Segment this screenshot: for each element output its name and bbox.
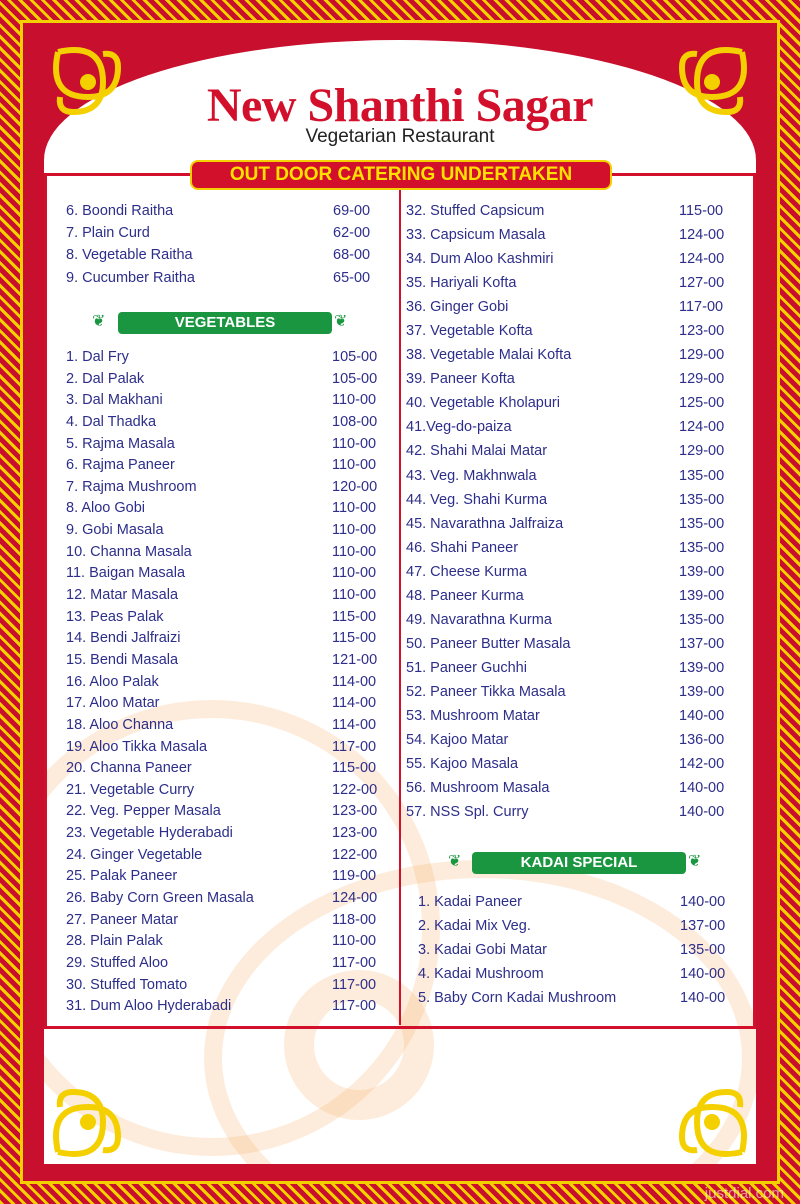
- menu-item-price: 139-00: [679, 563, 725, 580]
- menu-item: [406, 464, 736, 488]
- menu-item-name: 32. Stuffed Capsicum: [406, 203, 545, 219]
- menu-item-price: 139-00: [679, 587, 725, 604]
- menu-item: [406, 415, 736, 439]
- menu-item-price: 117-00: [332, 976, 377, 993]
- menu-item: [66, 200, 386, 222]
- restaurant-title: New Shanthi Sagar: [206, 79, 594, 132]
- menu-item-name: 2. Kadai Mix Veg.: [418, 918, 531, 935]
- menu-item: [66, 369, 386, 391]
- menu-item-name: 7. Plain Curd: [66, 225, 150, 242]
- menu-item-price: 140-00: [679, 707, 725, 724]
- menu-item-price: 122-00: [332, 846, 378, 863]
- curry-list: [406, 199, 736, 824]
- raitha-list: [66, 200, 386, 289]
- menu-item: [66, 975, 386, 997]
- menu-item-name: 25. Palak Paneer: [66, 868, 178, 885]
- menu-item-name: 1. Dal Fry: [66, 349, 129, 365]
- menu-item: [66, 715, 386, 737]
- menu-item-price: 137-00: [680, 918, 726, 935]
- menu-item: [406, 560, 736, 584]
- menu-item: [66, 267, 386, 289]
- menu-item: [66, 542, 386, 564]
- menu-item-name: 34. Dum Aloo Kashmiri: [406, 251, 554, 268]
- menu-item-price: 110-00: [332, 457, 377, 474]
- menu-item-price: 129-00: [679, 347, 725, 364]
- menu-item-price: 142-00: [679, 756, 725, 773]
- menu-item-price: 135-00: [679, 467, 725, 484]
- menu-item-name: 4. Dal Thadka: [66, 413, 157, 430]
- menu-item: [406, 584, 736, 608]
- menu-item-price: 110-00: [332, 565, 377, 582]
- menu-item-name: 31. Dum Aloo Hyderabadi: [66, 998, 232, 1015]
- menu-item-price: 117-00: [332, 954, 377, 971]
- menu-item: [406, 488, 736, 512]
- menu-item-name: 41.Veg-do-paiza: [406, 419, 512, 436]
- menu-item-name: 6. Boondi Raitha: [66, 203, 174, 219]
- menu-item-name: 55. Kajoo Masala: [406, 756, 519, 773]
- menu-item: [66, 888, 386, 910]
- menu-item: [66, 845, 386, 867]
- menu-item-price: 114-00: [332, 695, 377, 712]
- menu-item: [418, 938, 738, 962]
- section-header-vegetables: VEGETABLES: [118, 312, 332, 334]
- menu-item-price: 105-00: [332, 370, 378, 387]
- leaf-ornament-icon: ❦: [92, 313, 106, 330]
- menu-item: [66, 434, 386, 456]
- menu-item-price: 110-00: [332, 500, 377, 517]
- menu-item: [66, 585, 386, 607]
- menu-item-name: 2. Dal Palak: [66, 370, 145, 387]
- menu-item-price: 119-00: [332, 868, 377, 885]
- menu-item-price: 117-00: [332, 738, 377, 755]
- menu-item-price: 110-00: [332, 392, 377, 409]
- menu-item-name: 1. Kadai Paneer: [418, 894, 522, 910]
- leaf-ornament-icon: ❦: [688, 853, 702, 870]
- menu-item-price: 124-00: [679, 251, 725, 268]
- menu-item: [406, 728, 736, 752]
- menu-item: [66, 780, 386, 802]
- menu-item: [66, 931, 386, 953]
- menu-item-name: 4. Kadai Mushroom: [418, 966, 544, 983]
- menu-item-price: 110-00: [332, 522, 377, 539]
- menu-item-price: 114-00: [332, 673, 377, 690]
- menu-item: [406, 319, 736, 343]
- catering-banner: OUT DOOR CATERING UNDERTAKEN: [190, 160, 612, 190]
- menu-item-name: 49. Navarathna Kurma: [406, 611, 552, 628]
- menu-item-name: 15. Bendi Masala: [66, 651, 179, 668]
- menu-item-price: 135-00: [679, 515, 725, 532]
- menu-item: [66, 455, 386, 477]
- menu-item-price: 135-00: [679, 539, 725, 556]
- corner-ornament-icon: [48, 1052, 158, 1162]
- menu-item-name: 54. Kajoo Matar: [406, 732, 509, 749]
- menu-item-price: 124-00: [679, 419, 725, 436]
- menu-item-price: 110-00: [332, 933, 377, 950]
- menu-item-name: 8. Aloo Gobi: [66, 500, 145, 517]
- menu-item-name: 17. Aloo Matar: [66, 695, 160, 712]
- menu-item-price: 140-00: [679, 780, 725, 797]
- menu-item-name: 50. Paneer Butter Masala: [406, 635, 571, 652]
- menu-item: [66, 758, 386, 780]
- menu-item: [66, 672, 386, 694]
- menu-item-name: 29. Stuffed Aloo: [66, 954, 169, 971]
- menu-item: [66, 347, 386, 369]
- menu-item-price: 69-00: [333, 203, 371, 219]
- menu-item: [418, 986, 738, 1010]
- menu-item-name: 24. Ginger Vegetable: [66, 846, 203, 863]
- restaurant-subtitle: Vegetarian Restaurant: [305, 126, 495, 147]
- menu-item-name: 12. Matar Masala: [66, 587, 179, 604]
- menu-item-name: 56. Mushroom Masala: [406, 780, 550, 797]
- menu-item-price: 124-00: [332, 890, 378, 907]
- menu-item-name: 39. Paneer Kofta: [406, 371, 515, 388]
- menu-item-name: 22. Veg. Pepper Masala: [66, 803, 221, 820]
- menu-item-price: 139-00: [679, 683, 725, 700]
- column-divider: [399, 185, 401, 1025]
- menu-item-name: 28. Plain Palak: [66, 933, 163, 950]
- menu-item-name: 5. Rajma Masala: [66, 435, 175, 452]
- menu-item: [66, 563, 386, 585]
- menu-item: [66, 910, 386, 932]
- menu-item: [66, 477, 386, 499]
- menu-item: [406, 776, 736, 800]
- menu-item-price: 137-00: [679, 635, 725, 652]
- menu-item-name: 7. Rajma Mushroom: [66, 478, 197, 495]
- menu-item: [418, 890, 738, 914]
- menu-item-name: 43. Veg. Makhnwala: [406, 467, 537, 484]
- menu-item-price: 117-00: [679, 299, 724, 316]
- menu-item-name: 3. Kadai Gobi Matar: [418, 942, 547, 959]
- menu-item: [66, 390, 386, 412]
- menu-item: [406, 536, 736, 560]
- menu-item-name: 11. Baigan Masala: [66, 565, 186, 582]
- menu-item-price: 123-00: [332, 803, 378, 820]
- menu-item-name: 30. Stuffed Tomato: [66, 976, 188, 993]
- menu-item: [406, 223, 736, 247]
- menu-item-price: 135-00: [679, 611, 725, 628]
- menu-item: [66, 498, 386, 520]
- menu-item-price: 68-00: [333, 247, 371, 264]
- menu-item: [406, 632, 736, 656]
- menu-item-name: 33. Capsicum Masala: [406, 227, 546, 244]
- menu-item: [66, 823, 386, 845]
- menu-item: [406, 656, 736, 680]
- menu-item: [66, 628, 386, 650]
- menu-item-name: 6. Rajma Paneer: [66, 457, 175, 474]
- menu-item: [406, 391, 736, 415]
- menu-item: [406, 367, 736, 391]
- menu-item-name: 57. NSS Spl. Curry: [406, 804, 529, 821]
- menu-item-price: 118-00: [332, 911, 377, 928]
- menu-item: [418, 962, 738, 986]
- menu-item-name: 10. Channa Masala: [66, 543, 192, 560]
- menu-item-name: 52. Paneer Tikka Masala: [406, 683, 566, 700]
- menu-item-price: 123-00: [679, 323, 725, 340]
- menu-item-price: 115-00: [679, 203, 724, 219]
- menu-item-price: 140-00: [680, 966, 726, 983]
- menu-item-price: 140-00: [680, 990, 726, 1007]
- menu-item-price: 122-00: [332, 781, 378, 798]
- menu-item-name: 47. Cheese Kurma: [406, 563, 527, 580]
- menu-item-price: 135-00: [679, 491, 725, 508]
- menu-item-price: 110-00: [332, 543, 377, 560]
- menu-item-price: 139-00: [679, 659, 725, 676]
- menu-item-name: 3. Dal Makhani: [66, 392, 163, 409]
- menu-item-name: 48. Paneer Kurma: [406, 587, 524, 604]
- menu-item: [66, 650, 386, 672]
- menu-item-price: 129-00: [679, 371, 725, 388]
- menu-item-name: 46. Shahi Paneer: [406, 539, 519, 556]
- menu-item-price: 136-00: [679, 732, 725, 749]
- menu-item: [418, 914, 738, 938]
- menu-item-name: 20. Channa Paneer: [66, 760, 192, 777]
- menu-item: [66, 244, 386, 266]
- menu-item: [66, 996, 386, 1018]
- menu-item-name: 44. Veg. Shahi Kurma: [406, 491, 548, 508]
- menu-item-price: 114-00: [332, 716, 377, 733]
- menu-item: [406, 199, 736, 223]
- menu-item-price: 135-00: [680, 942, 726, 959]
- menu-item-price: 115-00: [332, 760, 377, 777]
- menu-item-price: 110-00: [332, 435, 377, 452]
- menu-item: [66, 693, 386, 715]
- menu-item: [66, 953, 386, 975]
- menu-item: [66, 520, 386, 542]
- watermark: justdial.com: [704, 1185, 784, 1202]
- menu-item: [406, 704, 736, 728]
- menu-item-name: 5. Baby Corn Kadai Mushroom: [418, 990, 617, 1007]
- menu-item: [406, 343, 736, 367]
- section-header-kadai: KADAI SPECIAL: [472, 852, 686, 874]
- menu-item-name: 16. Aloo Palak: [66, 673, 159, 690]
- menu-item: [406, 608, 736, 632]
- menu-item: [66, 222, 386, 244]
- menu-item-price: 108-00: [332, 413, 378, 430]
- corner-ornament-icon: [642, 1052, 752, 1162]
- menu-item: [406, 247, 736, 271]
- menu-item-name: 9. Cucumber Raitha: [66, 269, 195, 286]
- menu-item-name: 21. Vegetable Curry: [66, 781, 195, 798]
- menu-item-name: 19. Aloo Tikka Masala: [66, 738, 208, 755]
- menu-item-name: 40. Vegetable Kholapuri: [406, 395, 560, 412]
- menu-item-name: 9. Gobi Masala: [66, 522, 164, 539]
- menu-item-name: 13. Peas Palak: [66, 608, 164, 625]
- menu-item: [406, 680, 736, 704]
- menu-item-price: 120-00: [332, 478, 378, 495]
- vegetables-list: [66, 347, 386, 1018]
- menu-item-name: 37. Vegetable Kofta: [406, 323, 533, 340]
- menu-item-price: 140-00: [680, 894, 726, 910]
- menu-item-price: 65-00: [333, 269, 371, 286]
- menu-item-name: 26. Baby Corn Green Masala: [66, 890, 254, 907]
- menu-item-price: 125-00: [679, 395, 725, 412]
- menu-item: [66, 866, 386, 888]
- menu-item-name: 45. Navarathna Jalfraiza: [406, 515, 564, 532]
- menu-item-price: 117-00: [332, 998, 377, 1015]
- menu-item: [406, 295, 736, 319]
- menu-item-name: 14. Bendi Jalfraizi: [66, 630, 181, 647]
- menu-item: [406, 512, 736, 536]
- menu-item: [406, 752, 736, 776]
- menu-item-name: 23. Vegetable Hyderabadi: [66, 825, 233, 842]
- menu-item-price: 115-00: [332, 608, 377, 625]
- menu-item: [406, 800, 736, 824]
- menu-item: [66, 801, 386, 823]
- menu-item-name: 35. Hariyali Kofta: [406, 275, 517, 292]
- menu-item-name: 53. Mushroom Matar: [406, 707, 540, 724]
- menu-item: [66, 607, 386, 629]
- menu-item: [406, 439, 736, 463]
- menu-item-price: 123-00: [332, 825, 378, 842]
- menu-item-price: 121-00: [332, 651, 378, 668]
- menu-item-price: 115-00: [332, 630, 377, 647]
- menu-item-price: 62-00: [333, 225, 371, 242]
- menu-item: [406, 271, 736, 295]
- menu-item-name: 18. Aloo Channa: [66, 716, 174, 733]
- menu-item-name: 51. Paneer Guchhi: [406, 659, 527, 676]
- menu-item-name: 8. Vegetable Raitha: [66, 247, 193, 264]
- menu-item-price: 127-00: [679, 275, 725, 292]
- menu-item-price: 140-00: [679, 804, 725, 821]
- leaf-ornament-icon: ❦: [448, 853, 462, 870]
- menu-item-name: 27. Paneer Matar: [66, 911, 179, 928]
- menu-item-price: 129-00: [679, 443, 725, 460]
- menu-item: [66, 737, 386, 759]
- menu-item-name: 38. Vegetable Malai Kofta: [406, 347, 572, 364]
- menu-item: [66, 412, 386, 434]
- menu-item-name: 42. Shahi Malai Matar: [406, 443, 548, 460]
- leaf-ornament-icon: ❦: [334, 313, 348, 330]
- menu-item-price: 110-00: [332, 587, 377, 604]
- menu-item-price: 124-00: [679, 227, 725, 244]
- menu-item-price: 105-00: [332, 349, 378, 365]
- kadai-list: [418, 890, 738, 1010]
- menu-item-name: 36. Ginger Gobi: [406, 299, 509, 316]
